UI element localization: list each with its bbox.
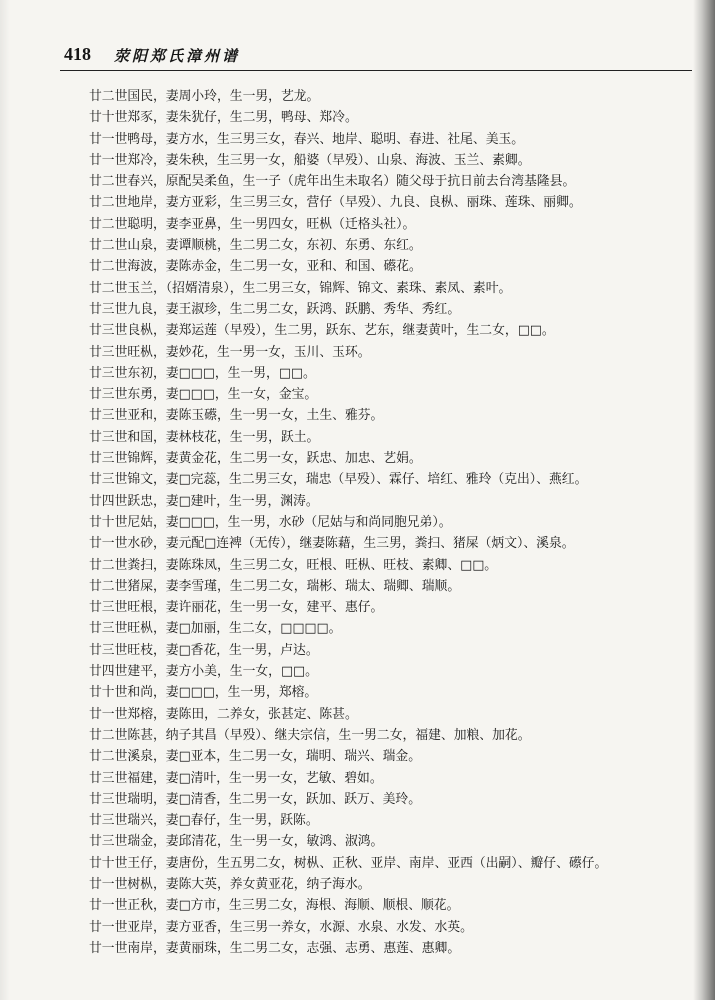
- genealogy-entry: 廿二世溪泉，妻□亚本，生二男一女，瑞明、瑞兴、瑞金。: [89, 749, 422, 765]
- genealogy-entry: 廿十世郑豕，妻朱犹仔，生二男，鸭母、郑冷。: [89, 110, 358, 126]
- genealogy-entry: 廿一世水砂，妻元配□连裨（无传），继妻陈藉，生三男，粪扫、猪屎（炳文）、溪泉。: [89, 536, 575, 552]
- genealogy-entry: 廿一世亚岸，妻方亚香，生三男一养女，水源、水泉、水发、水英。: [89, 919, 473, 935]
- genealogy-entry: 廿二世地岸，妻方亚彩，生三男三女，营仔（早殁）、九良、良枞、丽珠、莲珠、丽卿。: [89, 195, 582, 211]
- genealogy-entry: 廿三世和国，妻林枝花，生一男，跃土。: [89, 429, 320, 445]
- genealogy-entry: 廿二世国民，妻周小玲，生一男，艺龙。: [89, 89, 320, 104]
- genealogy-entry: 廿二世聪明，妻李亚鼻，生一男四女，旺枞（迁格头社）。: [89, 216, 416, 232]
- genealogy-entry: 廿三世东勇，妻□□□，生一女，金宝。: [89, 387, 318, 403]
- genealogy-entry: 廿三世福建，妻□清叶，生一男一女，艺敏、碧如。: [89, 770, 383, 786]
- genealogy-entry: 廿三世亚和，妻陈玉礤，生一男一女，土生、雅芬。: [89, 408, 384, 424]
- genealogy-entry: 廿三世旺枝，妻□香花，生一男，卢达。: [89, 642, 319, 658]
- genealogy-entry-list: [89, 86, 689, 959]
- genealogy-entry: 廿一世树枞，妻陈大英，养女黄亚花，纳子海水。: [89, 876, 371, 892]
- page-number: 418: [64, 44, 91, 64]
- genealogy-entry: 廿一世鸭母，妻方水，生三男三女，春兴、地岸、聪明、春进、社尾、美玉。: [89, 131, 525, 147]
- genealogy-entry: 廿一世南岸，妻黄丽珠，生二男二女，志强、志勇、惠莲、惠卿。: [89, 940, 461, 956]
- genealogy-entry: 廿三世瑞兴，妻□春仔，生一男，跃陈。: [89, 813, 319, 829]
- genealogy-entry: 廿四世跃忠，妻□建叶，生一男，渊涛。: [89, 493, 319, 509]
- genealogy-entry: 廿三世旺枞，妻妙花，生一男一女，玉川、玉环。: [89, 344, 371, 360]
- genealogy-entry: 廿三世九良，妻王淑珍，生二男二女，跃鸿、跃鹏、秀华、秀红。: [89, 301, 461, 317]
- genealogy-entry: 廿十世王仔，妻唐份，生五男二女，树枞、正秋、亚岸、南岸、亚西（出嗣）、瓣仔、礤仔。: [89, 855, 608, 871]
- genealogy-entry: 廿二世山泉，妻谭顺桃，生二男二女，东初、东勇、东红。: [89, 238, 422, 254]
- genealogy-entry: 廿一世正秋，妻□方市，生三男二女，海根、海顺、顺根、顺花。: [89, 898, 460, 914]
- genealogy-entry: 廿四世建平，妻方小美，生一女，□□。: [89, 664, 318, 680]
- genealogy-entry: 廿二世春兴，原配吴柔鱼，生一子（虎年出生未取名）随父母于抗日前去台湾基隆县。: [89, 174, 576, 190]
- genealogy-entry: 廿三世旺根，妻许丽花，生一男一女，建平、惠仔。: [89, 600, 384, 616]
- genealogy-entry: 廿十世尼姑，妻□□□，生一男，水砂（尼姑与和尚同胞兄弟）。: [89, 514, 452, 530]
- genealogy-entry: 廿三世旺枞，妻□加丽，生二女，□□□□。: [89, 621, 342, 637]
- genealogy-entry: 廿二世玉兰，（招婿清泉），生二男三女，锦辉、锦文、素珠、素凤、素叶。: [89, 280, 512, 296]
- page-shadow-left: [0, 0, 10, 1000]
- genealogy-entry: 廿三世瑞明，妻□清香，生二男一女，跃加、跃万、美玲。: [89, 791, 422, 807]
- genealogy-entry: 廿三世锦辉，妻黄金花，生二男一女，跃忠、加忠、艺娟。: [89, 451, 422, 467]
- page-header: [60, 42, 692, 71]
- genealogy-entry: 廿二世陈甚，纳子其昌（早殁）、继夫宗信，生一男二女，福建、加粮、加花。: [89, 727, 531, 743]
- genealogy-entry: 廿二世粪扫，妻陈珠凤，生三男二女，旺根、旺枞、旺枝、素卿、□□。: [89, 557, 498, 573]
- genealogy-entry: 廿二世猪屎，妻李雪瑾，生二男二女，瑞彬、瑞太、瑞卿、瑞顺。: [89, 578, 461, 594]
- genealogy-entry: 廿十世和尚，妻□□□，生一男，郑榕。: [89, 685, 318, 701]
- genealogy-entry: 廿三世东初，妻□□□，生一男，□□。: [89, 365, 316, 381]
- genealogy-entry: 廿三世锦文，妻□完蕊，生二男三女，瑞忠（早殁）、霖仔、培红、雅玲（克出）、燕红。: [89, 472, 588, 488]
- genealogy-entry: 廿一世郑冷，妻朱秧，生三男一女，船婆（早殁）、山泉、海波、玉兰、素卿。: [89, 152, 531, 168]
- genealogy-entry: 廿三世良枞，妻郑运莲（早殁），生二男，跃东、艺东，继妻黄叶，生二女，□□。: [89, 323, 555, 339]
- page-binding-shadow: [693, 0, 715, 1000]
- book-title: 荥阳郑氏漳州谱: [114, 47, 241, 65]
- genealogy-entry: 廿三世瑞金，妻邱清花，生一男一女，敏鸿、淑鸿。: [89, 834, 384, 850]
- genealogy-entry: 廿一世郑榕，妻陈田，二养女，张甚定、陈甚。: [89, 706, 358, 722]
- genealogy-entry: 廿二世海波，妻陈赤金，生二男一女，亚和、和国、礤花。: [89, 259, 422, 275]
